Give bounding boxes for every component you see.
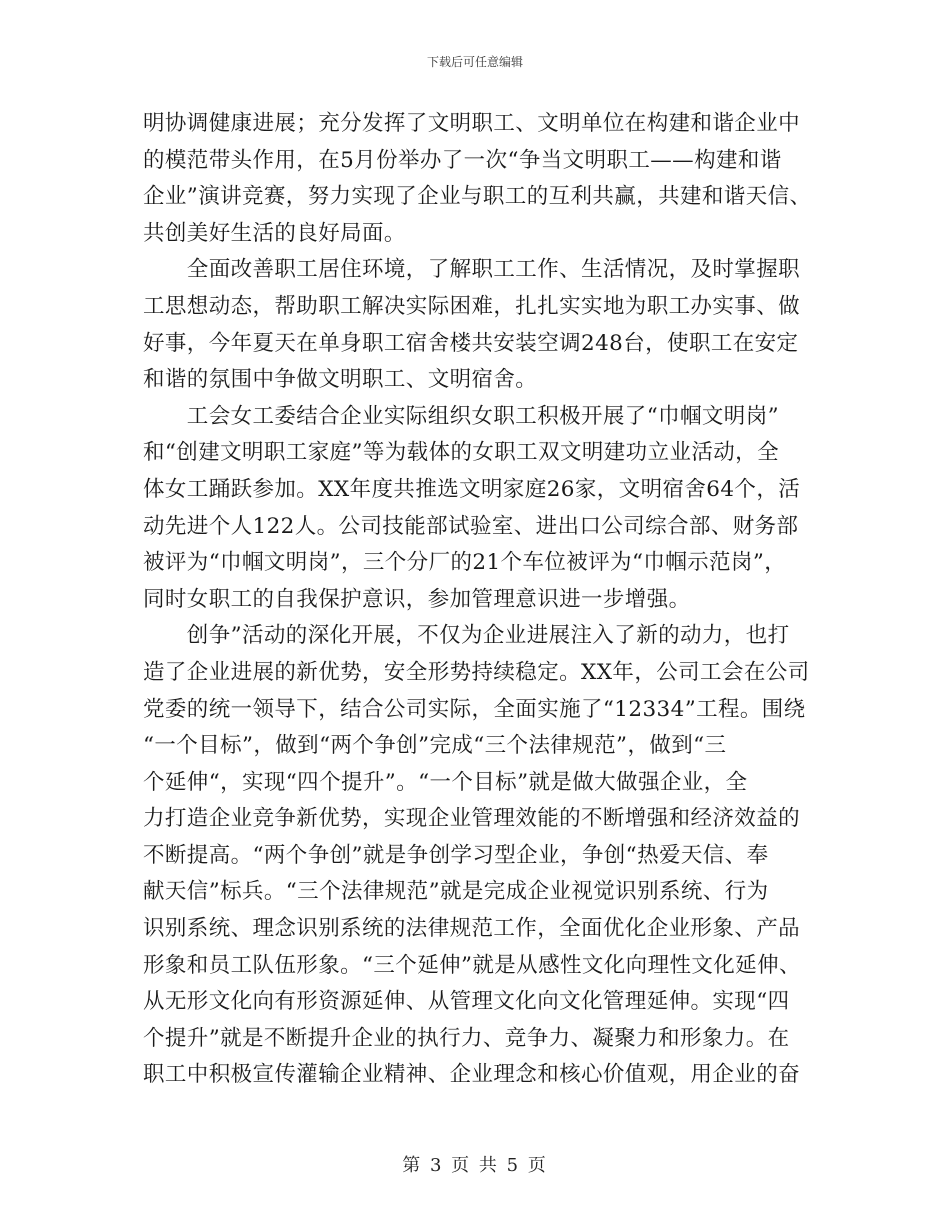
text-line: 明协调健康进展；充分发挥了文明职工、文明单位在构建和谐企业中 [143,111,801,136]
page-header-note: 下载后可任意编辑 [426,55,523,69]
paragraph-3 [143,399,811,619]
text-line: 和“创建文明职工家庭”等为载体的女职工双文明建功立业活动，全 [143,440,779,466]
document-body [143,106,811,1094]
text-line: 好事，今年夏天在单身职工宿舍楼共安装空调248台，使职工在安定 [143,330,799,356]
text-line: 从无形文化向有形资源延伸、从管理文化向文化管理延伸。实现“四 [143,989,790,1015]
text-line: 个延伸“，实现“四个提升”。“一个目标”就是做大做强企业，全 [143,769,748,795]
text-line: 同时女职工的自我保护意识，参加管理意识进一步增强。 [143,586,691,612]
text-line: 创争”活动的深化开展，不仅为企业进展注入了新的动力，也打 [143,623,790,649]
text-line: 形象和员工队伍形象。“三个延伸”就是从感性文化向理性文化延伸、 [143,952,801,978]
text-line: 体女工踊跃参加。XX年度共推选文明家庭26家，文明宿舍64个，活 [143,476,801,502]
text-line: 识别系统、理念识别系统的法律规范工作，全面优化企业形象、产品 [143,916,801,942]
text-line: 职工中积极宣传灌输企业精神、企业理念和核心价值观，用企业的奋 [143,1062,801,1088]
paragraph-4 [143,618,811,1094]
text-line: 党委的统一领导下，结合公司实际，全面实施了“12334”工程。围绕 [143,696,806,722]
text-line: 和谐的氛围中争做文明职工、文明宿舍。 [143,367,538,393]
text-line: 造了企业进展的新优势，安全形势持续稳定。XX年，公司工会在公司 [143,659,810,685]
text-line: 不断提高。“两个争创”就是争创学习型企业，争创“热爱天信、奉 [143,842,769,868]
text-line: 的模范带头作用，在5月份举办了一次“争当文明职工——构建和谐 [143,147,782,173]
text-line: 工会女工委结合企业实际组织女职工积极开展了“巾帼文明岗” [143,403,779,429]
text-line: 动先进个人122人。公司技能部试验室、进出口公司综合部、财务部 [143,513,799,539]
text-line: 个提升”就是不断提升企业的执行力、竞争力、凝聚力和形象力。在 [143,1025,790,1051]
paragraph-1 [143,106,811,252]
text-line: 献天信”标兵。“三个法律规范”就是完成企业视觉识别系统、行为 [143,879,769,905]
text-line: “一个目标”，做到“两个争创”完成“三个法律规范”，做到“三 [143,733,727,759]
paragraph-2 [143,252,811,398]
text-line: 工思想动态，帮助职工解决实际困难，扎扎实实地为职工办实事、做 [143,293,801,319]
text-line: 企业”演讲竞赛，努力实现了企业与职工的互利共赢，共建和谐天信、 [143,184,812,210]
page-number: 第 3 页 共 5 页 [402,1155,548,1176]
text-line: 力打造企业竞争新优势，实现企业管理效能的不断增强和经济效益的 [143,806,801,832]
text-line: 全面改善职工居住环境，了解职工工作、生活情况，及时掌握职 [143,257,801,283]
text-line: 共创美好生活的良好局面。 [143,220,406,246]
text-line: 被评为“巾帼文明岗”，三个分厂的21个车位被评为“巾帼示范岗”， [143,550,787,576]
